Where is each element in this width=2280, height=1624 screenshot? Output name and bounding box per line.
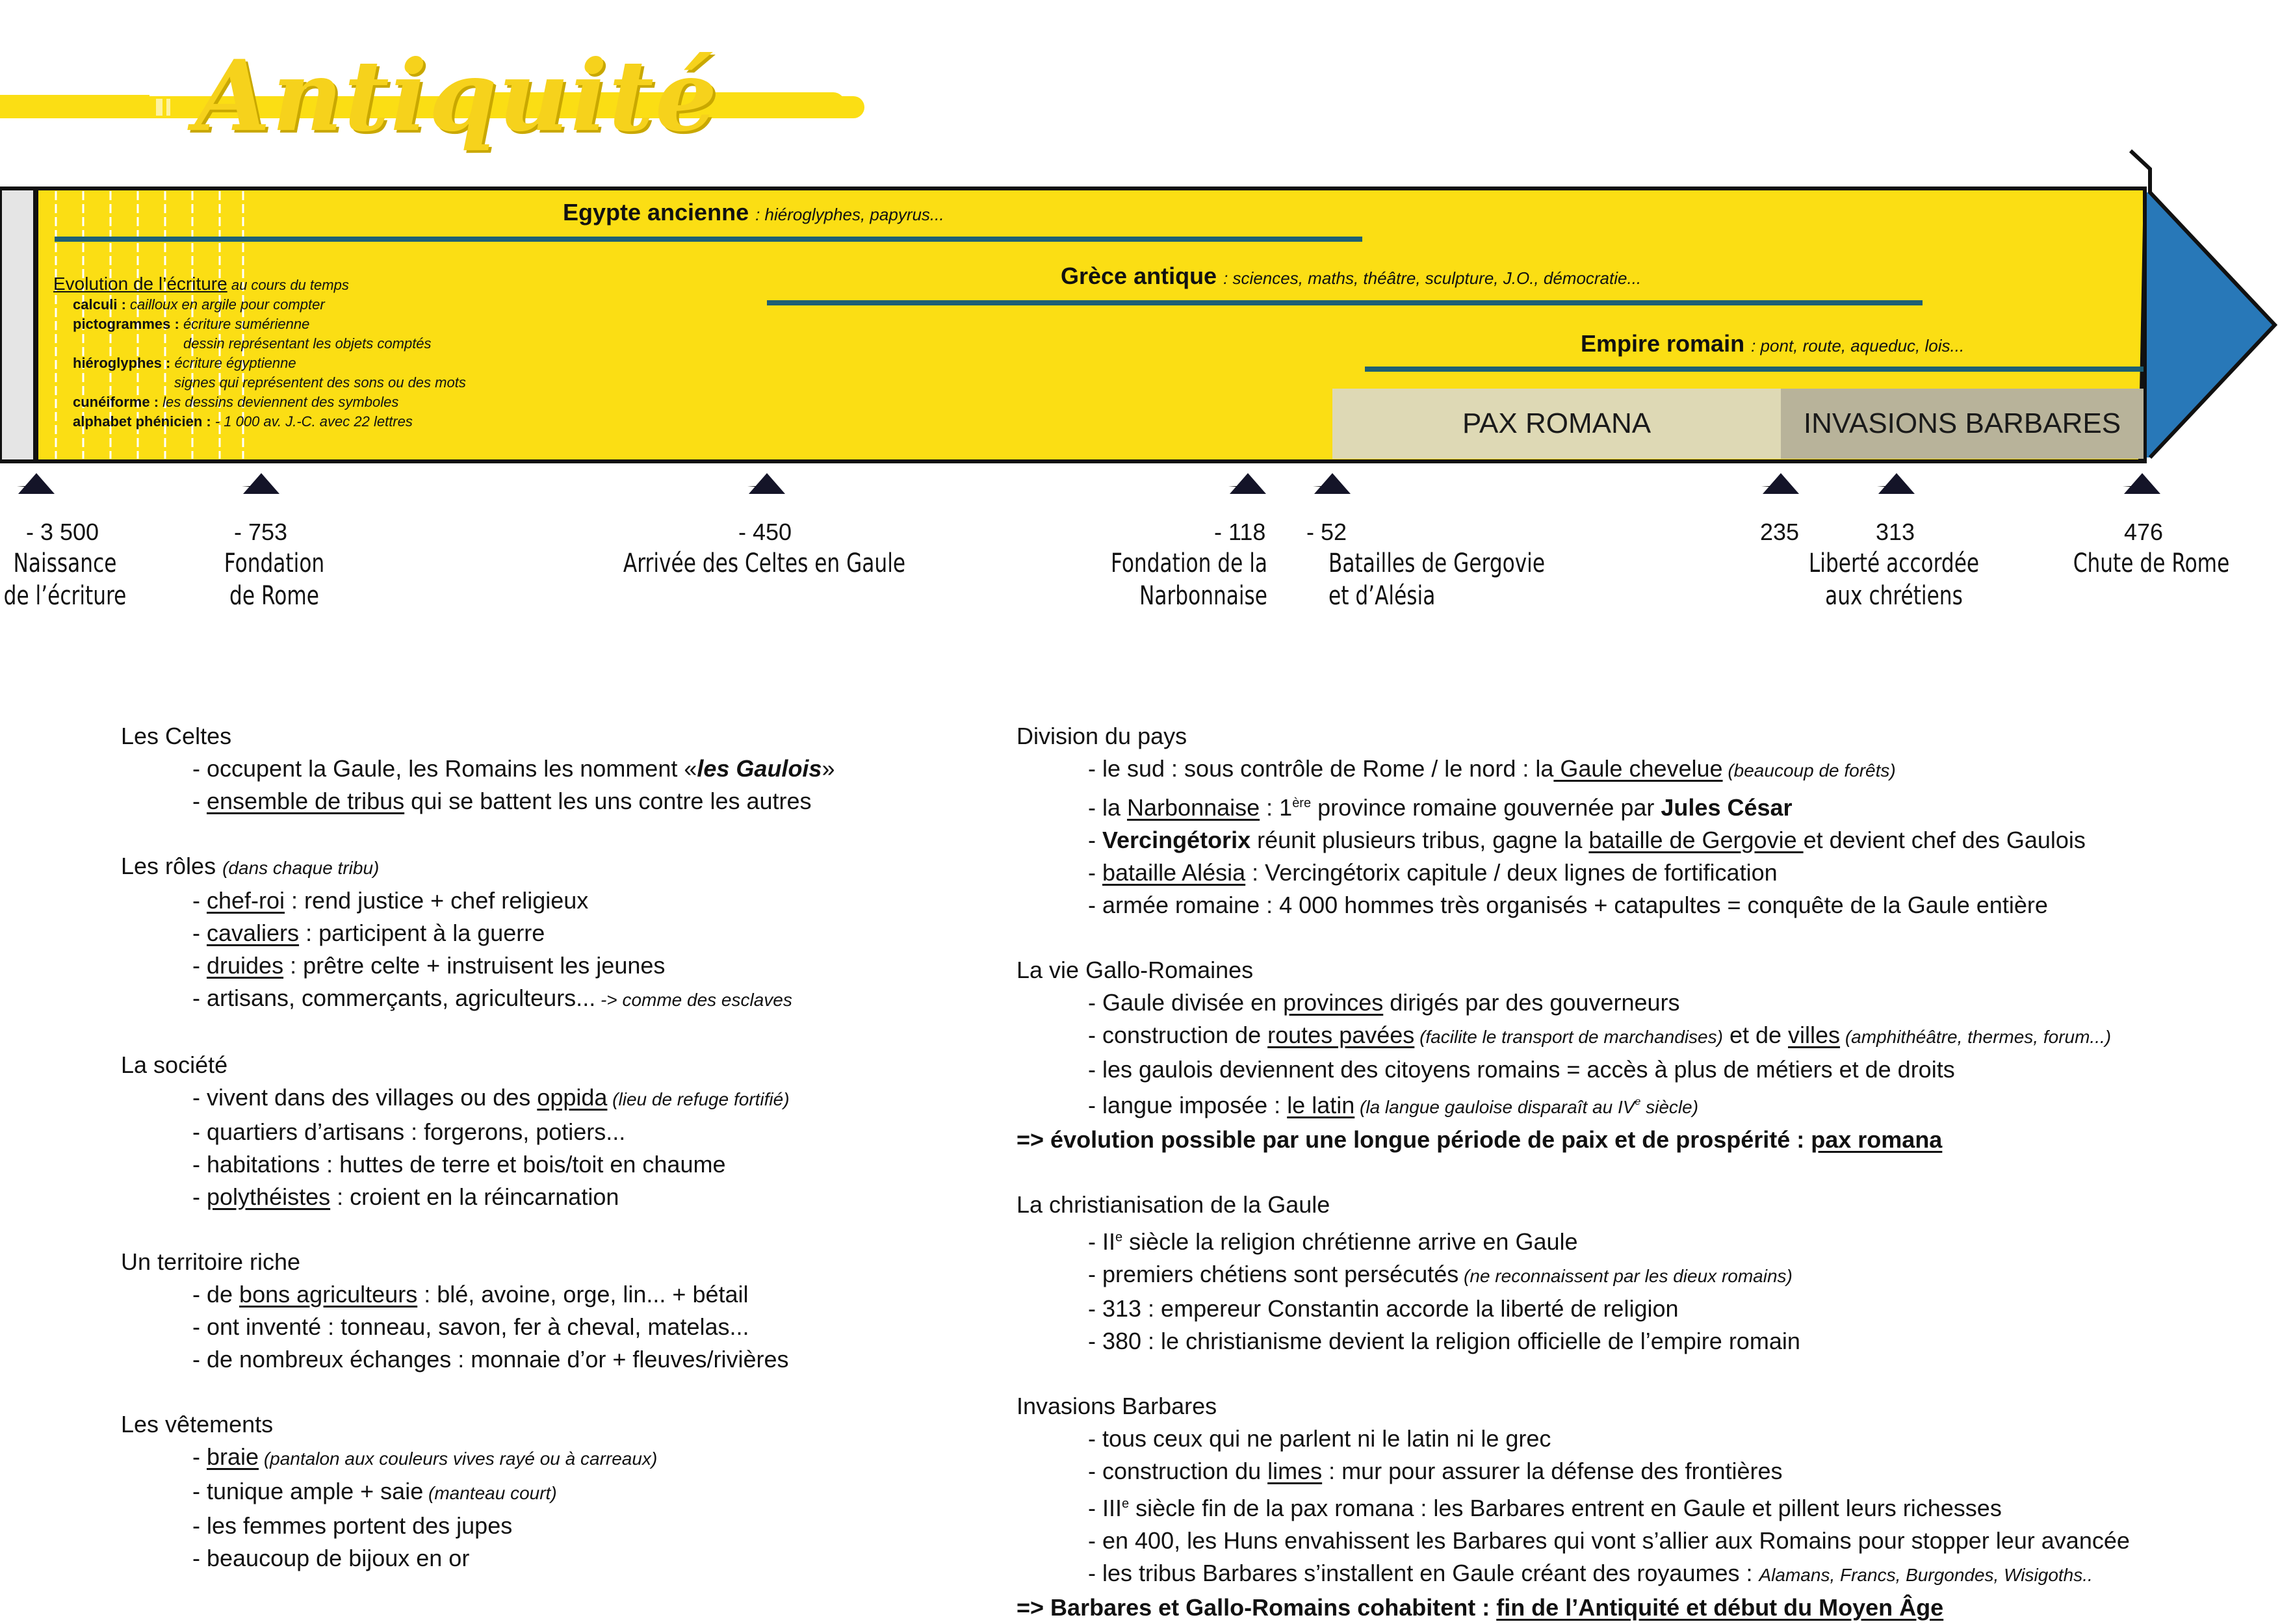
list-item: - construction de routes pavées (facilite le transport de marchandises) et de villes (amphithéâtre, thermes, forum...): [1088, 1022, 2112, 1048]
timeline-arrow-icon: [243, 473, 279, 494]
list-item: - 380 : le christianisme devient la religion officielle de l’empire romain: [1088, 1328, 1800, 1354]
tick-label: Naissance de l’écriture: [3, 548, 127, 611]
list-item: - premiers chétiens sont persécutés (ne reconnaissent par les dieux romains): [1088, 1261, 1793, 1287]
writing-row: hiéroglyphes : écriture égyptienne: [73, 355, 296, 371]
list-item: - les tribus Barbares s’installent en Gaule créant des royaumes : Alamans, Francs, Burgondes, Wisigoths..: [1088, 1560, 2093, 1586]
tick-year: - 450: [738, 519, 792, 545]
list-item: - chef-roi : rend justice + chef religieux: [192, 887, 589, 914]
tick-year: - 3 500: [26, 519, 99, 545]
timeline-arrow-icon: [1763, 473, 1799, 494]
tick-label: Fondation de Rome: [224, 548, 325, 611]
writing-evolution: [53, 274, 638, 432]
list-item: - de bons agriculteurs : blé, avoine, orge, lin... + bétail: [192, 1281, 749, 1308]
tick-label: Batailles de Gergovie et d’Alésia: [1328, 548, 1546, 611]
list-item: - la Narbonnaise : 1ère province romaine gouvernée par Jules César: [1088, 794, 1793, 821]
tick-year: 235: [1760, 519, 1800, 545]
list-item: - Vercingétorix réunit plusieurs tribus, gagne la bataille de Gergovie et devient chef des Gaulois: [1088, 827, 2086, 853]
section-division-title: Division du pays: [1017, 723, 1187, 749]
writing-row: calculi : cailloux en argile pour compter: [73, 296, 325, 313]
tick-label: Chute de Rome: [2073, 548, 2230, 578]
tick-year: - 118: [1214, 519, 1266, 545]
writing-row: alphabet phénicien : - 1 000 av. J.-C. avec 22 lettres: [73, 413, 413, 430]
section-vetements-title: Les vêtements: [121, 1411, 274, 1437]
writing-row: signes qui représentent des sons ou des mots: [174, 374, 466, 391]
section-vie-title: La vie Gallo-Romaines: [1017, 957, 1254, 983]
list-item: - occupent la Gaule, les Romains les nomment «les Gaulois»: [192, 755, 835, 782]
timeline-arrow-icon: [1314, 473, 1351, 494]
list-item: - habitations : huttes de terre et bois/toit en chaume: [192, 1151, 726, 1178]
section-roles-title: Les rôles (dans chaque tribu): [121, 853, 380, 879]
list-item: - braie (pantalon aux couleurs vives rayé ou à carreaux): [192, 1443, 658, 1470]
writing-row: cunéiforme : les dessins deviennent des symboles: [73, 394, 399, 410]
list-item: - polythéistes : croient en la réincarnation: [192, 1183, 619, 1210]
timeline-arrow-icon: [749, 473, 785, 494]
list-item: - de nombreux échanges : monnaie d’or + fleuves/rivières: [192, 1346, 789, 1373]
period-pax-romana: PAX ROMANA: [1462, 407, 1652, 439]
list-item: - artisans, commerçants, agriculteurs... -> comme des esclaves: [192, 985, 792, 1011]
tick-label: Liberté accordée aux chrétiens: [1808, 548, 1980, 611]
tick-label: Fondation de la Narbonnaise: [1110, 548, 1267, 611]
list-item: - tunique ample + saie (manteau court): [192, 1478, 557, 1504]
list-item: - druides : prêtre celte + instruisent les jeunes: [192, 952, 666, 979]
list-item: - cavaliers : participent à la guerre: [192, 920, 545, 946]
era-rome-note: : pont, route, aqueduc, lois...: [1751, 336, 1965, 355]
section-celtes-title: Les Celtes: [121, 723, 232, 749]
list-item: - IIIe siècle fin de la pax romana : les Barbares entrent en Gaule et pillent leurs richesses: [1088, 1495, 2002, 1521]
list-item: - en 400, les Huns envahissent les Barbares qui vont s’allier aux Romains pour stopper leur avancée: [1088, 1527, 2130, 1554]
list-item: - construction du limes : mur pour assurer la défense des frontières: [1088, 1458, 1783, 1484]
list-item: - les femmes portent des jupes: [192, 1512, 513, 1539]
section-societe-title: La société: [121, 1051, 228, 1078]
page-title: Antiquité: [195, 39, 719, 153]
list-item: - ont inventé : tonneau, savon, fer à cheval, matelas...: [192, 1313, 749, 1340]
timeline-arrow-icon: [18, 473, 55, 494]
era-egypt-name: Egypte ancienne: [563, 199, 749, 226]
era-greece-note: : sciences, maths, théâtre, sculpture, J.O., démocratie...: [1223, 268, 1642, 288]
writing-title: Evolution de l’écriture: [53, 274, 227, 294]
list-item: - le sud : sous contrôle de Rome / le nord : la Gaule chevelue (beaucoup de forêts): [1088, 755, 1896, 782]
tick-year: 313: [1876, 519, 1915, 545]
era-egypt-note: : hiéroglyphes, papyrus...: [755, 205, 944, 224]
era-egypt: [563, 199, 944, 226]
list-item: - langue imposée : le latin (la langue gauloise disparaît au IVe siècle): [1088, 1092, 1699, 1118]
tick-label: Arrivée des Celtes en Gaule: [623, 548, 906, 578]
list-item: - les gaulois deviennent des citoyens romains = accès à plus de métiers et de droits: [1088, 1056, 1955, 1083]
list-item: - quartiers d’artisans : forgerons, potiers...: [192, 1118, 626, 1145]
era-greece: [1061, 263, 1641, 290]
section-territoire-title: Un territoire riche: [121, 1248, 301, 1275]
list-item: - Gaule divisée en provinces dirigés par des gouverneurs: [1088, 989, 1680, 1016]
writing-row: dessin représentant les objets comptés: [183, 335, 432, 352]
list-item: - IIe siècle la religion chrétienne arrive en Gaule: [1088, 1228, 1578, 1255]
list-item: - tous ceux qui ne parlent ni le latin ni le grec: [1088, 1425, 1551, 1452]
timeline-arrow-icon: [1230, 473, 1266, 494]
left-column: [121, 720, 985, 1575]
tick-year: 476: [2124, 519, 2164, 545]
section-invasions-title: Invasions Barbares: [1017, 1393, 1217, 1419]
conclusion-invasions: => Barbares et Gallo-Romains cohabitent : fin de l’Antiquité et début du Moyen Âge: [1017, 1594, 1944, 1621]
list-item: - armée romaine : 4 000 hommes très organisés + catapultes = conquête de la Gaule entière: [1088, 892, 2048, 918]
timeline-arrow-icon: [1878, 473, 1915, 494]
list-item: - 313 : empereur Constantin accorde la liberté de religion: [1088, 1295, 1679, 1322]
writing-subtitle: au cours du temps: [231, 277, 349, 293]
list-item: - beaucoup de bijoux en or: [192, 1545, 470, 1571]
era-greece-name: Grèce antique: [1061, 263, 1217, 289]
timeline-arrow-icon: [2124, 473, 2160, 494]
list-item: - ensemble de tribus qui se battent les uns contre les autres: [192, 788, 812, 814]
writing-row: pictogrammes : écriture sumérienne: [73, 316, 310, 332]
tick-year: - 52: [1306, 519, 1347, 545]
list-item: - bataille Alésia : Vercingétorix capitule / deux lignes de fortification: [1088, 859, 1778, 886]
conclusion-vie: => évolution possible par une longue période de paix et de prospérité : pax romana: [1017, 1126, 1943, 1153]
right-column: [1017, 720, 2264, 1624]
era-rome: [1581, 330, 1964, 357]
period-invasions: INVASIONS BARBARES: [1803, 407, 2121, 439]
tick-year: - 753: [234, 519, 288, 545]
era-rome-name: Empire romain: [1581, 330, 1745, 357]
section-christ-title: La christianisation de la Gaule: [1017, 1191, 1330, 1218]
list-item: - vivent dans des villages ou des oppida (lieu de refuge fortifié): [192, 1084, 790, 1111]
